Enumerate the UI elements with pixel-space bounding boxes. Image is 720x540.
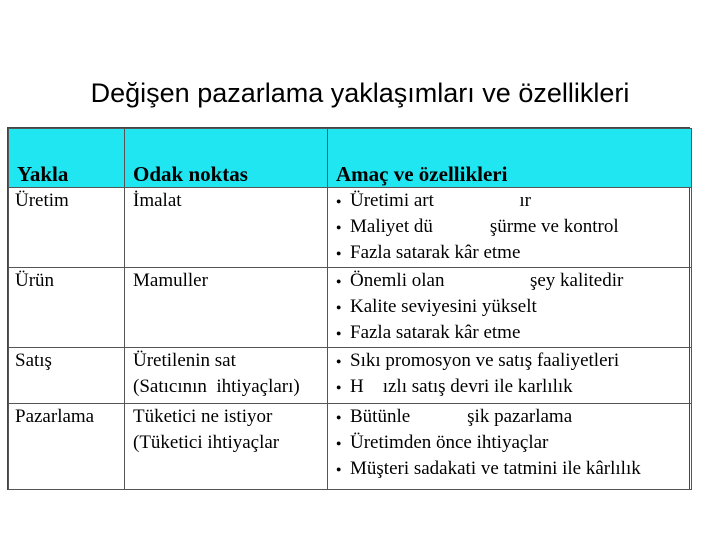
list-item: ● H ızlı satış devri ile karlılık [336,374,691,400]
focus-cell [125,348,328,404]
header-approach: Yakla [9,129,125,188]
list-item: ● Maliyet dü şürme ve kontrol [336,214,691,240]
approach-cell: Üretim [9,188,125,268]
focus-cell [125,268,328,348]
table-row [9,188,692,268]
list-item: ● Bütünle şik pazarlama [336,404,691,430]
table-row [9,348,692,404]
focus-line: (Tüketici ihtiyaçlar [133,432,280,453]
list-item: ● Fazla satarak kâr etme [336,320,691,346]
list-item: ● Önemli olan şey kalitedir [336,268,691,294]
list-item: ● Üretimden önce ihtiyaçlar [336,430,691,456]
features-cell [328,348,692,404]
table-header-row [9,129,692,188]
table-row [9,268,692,348]
approach-cell: Ürün [9,268,125,348]
features-cell [328,188,692,268]
focus-cell [125,188,328,268]
approaches-table [7,127,690,490]
focus-line: Mamuller [133,270,208,291]
focus-line: (Satıcının ihtiyaçları) [133,376,300,397]
list-item: ● Kalite seviyesini yükselt [336,294,691,320]
page-title: Değişen pazarlama yaklaşımları ve özellikleri [90,78,630,108]
approach-cell: Satış [9,348,125,404]
header-features: Amaç ve özellikleri [328,129,692,188]
focus-line: Tüketici ne istiyor [133,406,273,427]
features-cell [328,268,692,348]
list-item: ● Sıkı promosyon ve satış faaliyetleri [336,348,691,374]
focus-cell [125,404,328,490]
list-item: ● Üretimi art ır [336,188,691,214]
header-focus: Odak noktas [125,129,328,188]
list-item: ● Müşteri sadakati ve tatmini ile kârlılık [336,456,691,482]
features-cell [328,404,692,490]
focus-line: Üretilenin sat [133,350,236,371]
focus-line: İmalat [133,190,182,211]
list-item: ● Fazla satarak kâr etme [336,240,691,266]
table-row [9,404,692,490]
approach-cell: Pazarlama [9,404,125,490]
